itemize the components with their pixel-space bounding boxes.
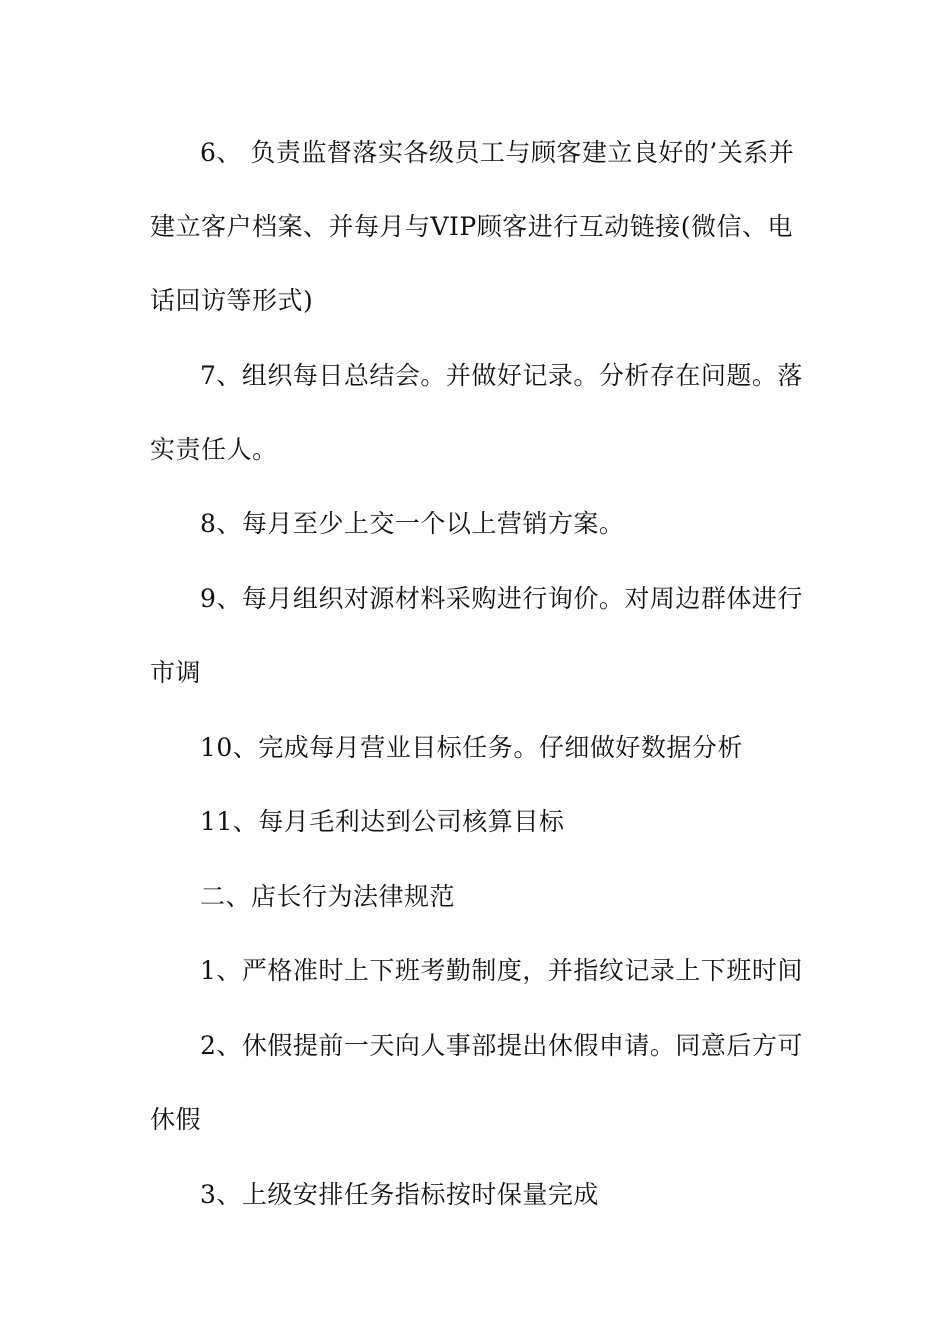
text-line: 2、休假提前一天向人事部提出休假申请。同意后方可 — [200, 1031, 803, 1060]
text-line: 8、每月至少上交一个以上营销方案。 — [200, 509, 625, 538]
text-line: 市调 — [150, 658, 202, 687]
text-line: 10、完成每月营业目标任务。仔细做好数据分析 — [200, 733, 743, 762]
text-line: 1、严格准时上下班考勤制度，并指纹记录上下班时间 — [200, 956, 803, 985]
text-line: 3、上级安排任务指标按时保量完成 — [200, 1180, 599, 1209]
section-heading: 二、店长行为法律规范 — [200, 882, 456, 911]
text-line: 11、每月毛利达到公司核算目标 — [200, 807, 565, 836]
text-line: 实责任人。 — [150, 435, 278, 464]
text-line: 话回访等形式) — [150, 286, 314, 315]
text-line: 休假 — [150, 1105, 202, 1134]
text-line: 建立客户档案、并每月与VIP顾客进行互动链接(微信、电 — [150, 212, 794, 241]
text-line: 9、每月组织对源材料采购进行询价。对周边群体进行 — [200, 584, 803, 613]
text-line: 6、 负责监督落实各级员工与顾客建立良好的’关系并 — [200, 138, 795, 167]
text-line: 7、组织每日总结会。并做好记录。分析存在问题。落 — [200, 361, 803, 390]
